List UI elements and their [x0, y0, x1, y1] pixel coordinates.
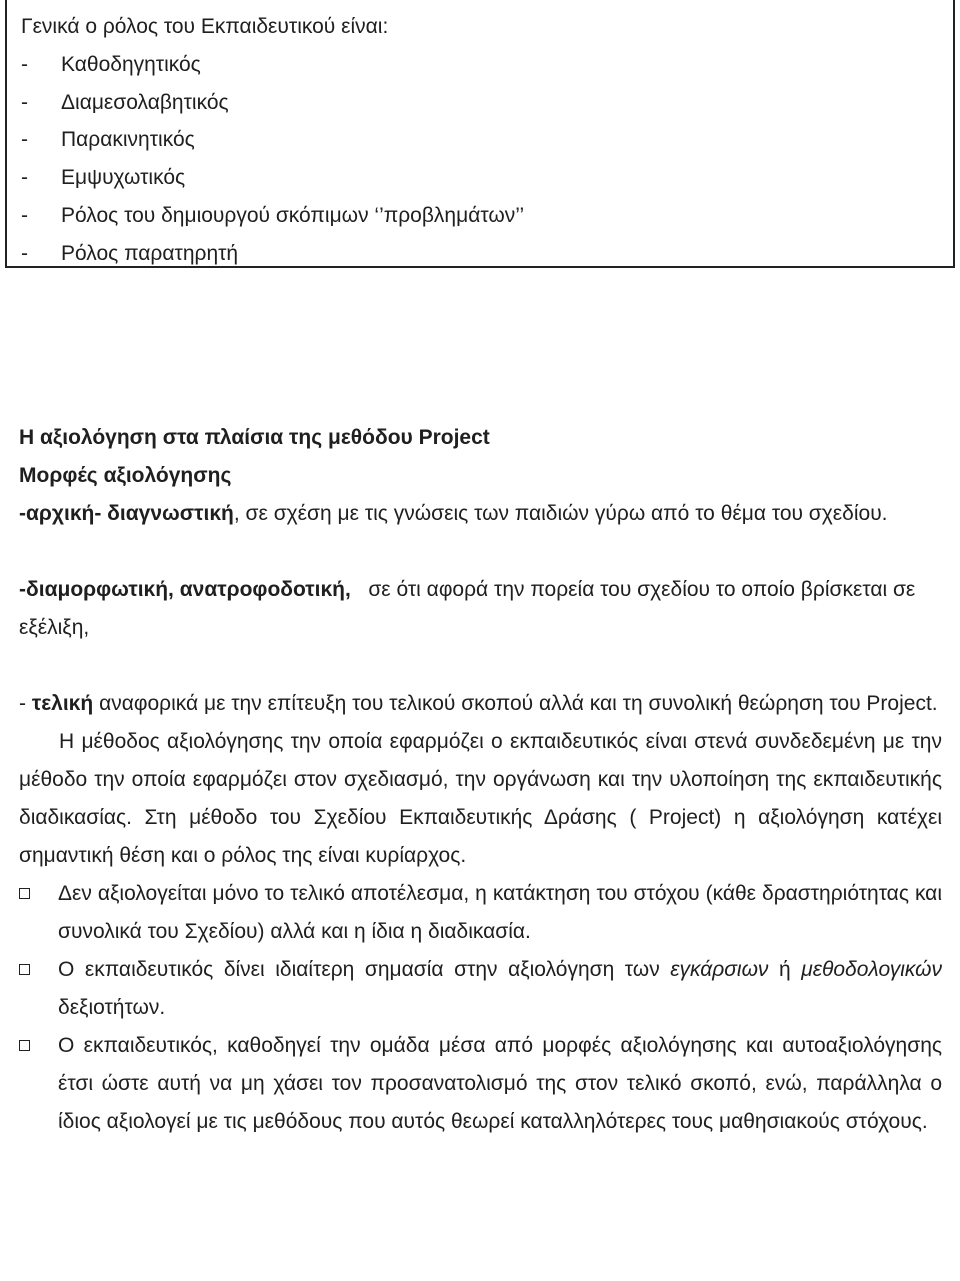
- role-item-text: Ρόλος του δημιουργού σκόπιμων ‘’προβλημάτων’’: [61, 203, 525, 227]
- dash: -: [21, 90, 28, 114]
- bullet-text: Ο εκπαιδευτικός, καθοδηγεί την ομάδα μέσα από μορφές αξιολόγησης και αυτοαξιολόγησης έτσι ώστε αυτή να μη χάσει τον προσανατολισμό της στον τελικό σκοπό, ενώ, παράλληλα ο ίδιος αξιολογεί με τις μεθόδους που αυτός θεωρεί καταλληλότερες τους μαθησιακούς στόχους.: [58, 1034, 942, 1133]
- bullet-text: Ο εκπαιδευτικός δίνει ιδιαίτερη σημασία στην αξιολόγηση των: [58, 958, 660, 981]
- role-item: [21, 159, 939, 197]
- section-subtitle: Μορφές αξιολόγησης: [19, 464, 232, 487]
- formative-label: -διαμορφωτική, ανατροφοδοτική,: [19, 578, 351, 601]
- roles-heading: Γενικά ο ρόλος του Εκπαιδευτικού είναι:: [21, 15, 389, 38]
- checkbox-bullet-icon: [19, 964, 30, 975]
- dash: -: [21, 241, 28, 265]
- bullet-emphasis: εγκάρσιων: [670, 958, 769, 981]
- role-item-text: Διαμεσολαβητικός: [61, 90, 229, 114]
- bullet-emphasis: μεθοδολογικών: [801, 958, 943, 981]
- evaluation-section: [19, 419, 942, 1141]
- bullet-text: ή: [779, 958, 791, 981]
- checkbox-bullet-icon: [19, 1040, 30, 1051]
- evaluation-paragraph: Η μέθοδος αξιολόγησης την οποία εφαρμόζει ο εκπαιδευτικός είναι στενά συνδεδεμένη με την μέθοδο την οποία εφαρμόζει στον σχεδιασμό, την οργάνωση και την υλοποίηση της εκπαιδευτικής διαδικασίας. Στη μέθοδο του Σχεδίου Εκπαιδευτικής Δράσης ( Project) η αξιολόγηση κατέχει σημαντική θέση και ο ρόλος της είναι κυρίαρχος.: [19, 730, 942, 867]
- checkbox-bullet-icon: [19, 888, 30, 899]
- role-item-text: Καθοδηγητικός: [61, 52, 201, 76]
- evaluation-bullet-list: [19, 875, 942, 1141]
- list-item: [19, 1027, 942, 1141]
- role-item: [21, 121, 939, 159]
- initial-text: , σε σχέση με τις γνώσεις των παιδιών γύρω από το θέμα του σχεδίου.: [233, 502, 888, 525]
- role-item-text: Εμψυχωτικός: [61, 166, 186, 190]
- final-evaluation: [19, 685, 942, 723]
- dash: -: [21, 128, 28, 152]
- final-text: αναφορικά με την επίτευξη του τελικού σκοπού αλλά και τη συνολική θεώρηση του Project.: [99, 692, 938, 715]
- bullet-text: Δεν αξιολογείται μόνο το τελικό αποτέλεσμα, η κατάκτηση του στόχου (κάθε δραστηριότητας και συνολικά του Σχεδίου) αλλά και η ίδια η διαδικασία.: [58, 882, 942, 943]
- role-item-text: Παρακινητικός: [61, 128, 195, 152]
- formative-text: σε ότι αφορά την πορεία του σχεδίου το οποίο βρίσκεται σε εξέλιξη,: [19, 578, 916, 639]
- role-item: [21, 197, 939, 235]
- final-prefix: -: [19, 692, 32, 715]
- initial-evaluation: [19, 495, 942, 533]
- role-item: [21, 46, 939, 84]
- initial-label: -αρχική- διαγνωστική: [19, 502, 234, 525]
- formative-evaluation: [19, 571, 942, 647]
- section-title: Η αξιολόγηση στα πλαίσια της μεθόδου Project: [19, 426, 490, 449]
- bullet-text: δεξιοτήτων.: [58, 996, 166, 1019]
- role-item: [21, 84, 939, 122]
- teacher-roles-box: [5, 0, 955, 268]
- dash: -: [21, 203, 28, 227]
- role-item: [21, 235, 939, 273]
- dash: -: [21, 52, 28, 76]
- list-item: [19, 951, 942, 1027]
- dash: -: [21, 166, 28, 190]
- role-item-text: Ρόλος παρατηρητή: [61, 241, 239, 265]
- final-label: τελική: [31, 692, 94, 715]
- list-item: [19, 875, 942, 951]
